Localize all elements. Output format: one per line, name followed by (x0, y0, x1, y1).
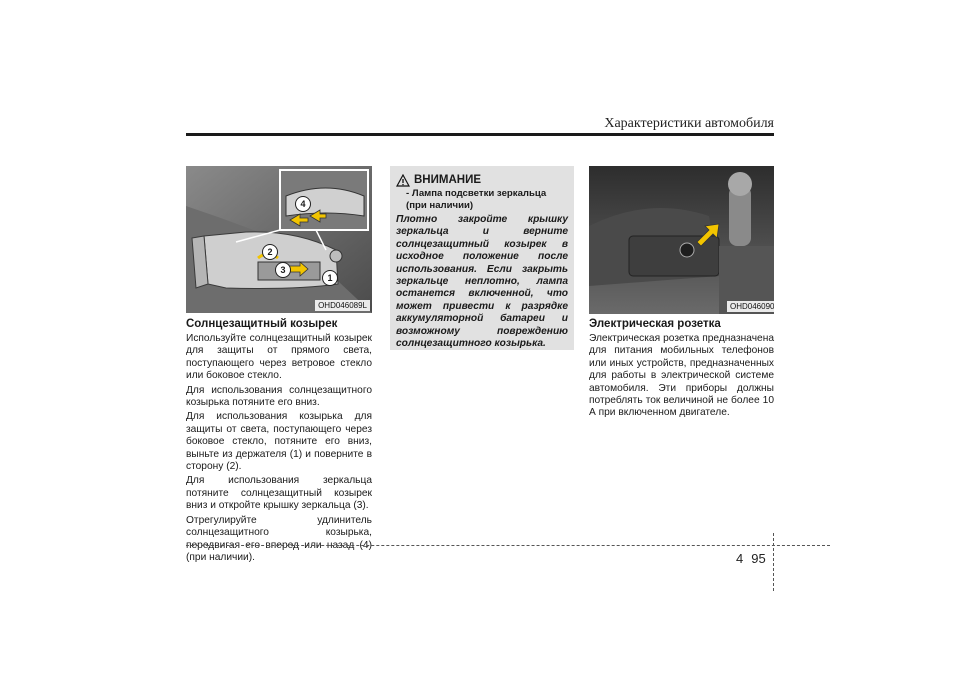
chapter-number: 4 (736, 551, 744, 566)
callout-2: 2 (262, 244, 278, 260)
warning-box (390, 166, 574, 350)
sun-visor-illustration (186, 166, 372, 313)
header-rule (186, 133, 774, 136)
callout-1: 1 (322, 270, 338, 286)
paragraph: Для использования зеркальца потяните солнцезащитный козырек вниз и откройте крышку зеркальца (3). (186, 475, 372, 512)
page-index: 95 (751, 551, 766, 566)
callout-4: 4 (295, 196, 311, 212)
paragraph: Электрическая розетка предназначена для питания мобильных телефонов или иных устройств, предназначенных для работы в электрической системе автомобиля. Эти приборы должны потреблять ток величиной не более 10 А при включенном двигателе. (589, 333, 774, 419)
warning-title: ВНИМАНИЕ (414, 174, 482, 186)
power-outlet-photo (589, 166, 774, 314)
warning-body: Плотно закройте крышку зеркальца и верните солнцезащитный козырек в исходное положение после использования. Если закрыть зеркальце неплотно, лампа останется включенной, что может привести к разрядке аккумуляторной батареи и возможному повреждению солнцезащитного козырька. (396, 214, 568, 350)
paragraph: Используйте солнцезащитный козырек для защиты от прямого света, поступающего через ветровое стекло или боковое стекло. (186, 333, 372, 382)
paragraph: Для использования солнцезащитного козырька потяните его вниз. (186, 384, 372, 409)
section-title-power-outlet: Электрическая розетка (589, 318, 721, 330)
sun-visor-drawing (186, 166, 372, 313)
image-caption: OHD046089L (315, 300, 370, 311)
running-header: Характеристики автомобиля (604, 116, 774, 131)
power-outlet-body (589, 333, 774, 422)
power-outlet-drawing (589, 166, 774, 314)
paragraph: Для использования козырька для защиты от света, поступающего через боковое стекло, потяните его вниз, выньте из держателя (1) и поверните в сторону (2). (186, 411, 372, 473)
warning-subtitle: - Лампа подсветки зеркальца (при наличии) (406, 188, 547, 211)
paragraph: Отрегулируйте удлинитель солнцезащитного козырька, передвигая его вперед или назад (4) (при наличии). (186, 514, 372, 563)
section-title-sun-visor: Солнцезащитный козырек (186, 318, 338, 330)
footer-rule (186, 545, 830, 546)
image-caption: OHD046090 (727, 301, 774, 312)
page-number (736, 551, 774, 566)
callout-3: 3 (275, 262, 291, 278)
sun-visor-body (186, 333, 372, 566)
